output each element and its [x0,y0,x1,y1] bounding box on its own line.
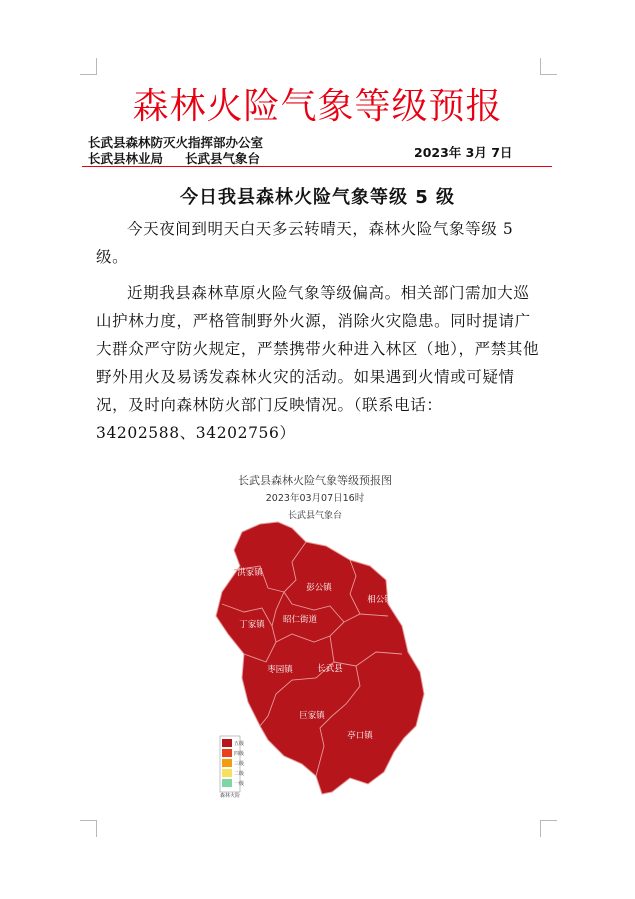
document-title: 森林火险气象等级预报 [132,86,503,127]
town-label: 相公镇 [367,595,393,605]
legend-label: 四级 [234,751,245,757]
legend-swatch-level-4 [222,749,232,757]
issuer-line-2 [88,149,260,167]
town-label: 昭仁街道 [282,615,318,625]
paragraph-forecast: 今天夜间到明天白天多云转晴天，森林火险气象等级 5 级。 [96,220,514,266]
issuer-line-1: 长武县森林防灭火指挥部办公室 [88,135,264,150]
fire-risk-map [180,466,450,806]
issue-date: 2023年 3月 7日 [414,145,513,160]
legend-label: 二级 [234,771,245,777]
town-label: 彭公镇 [306,583,332,593]
county-map [180,466,450,806]
headline: 今日我县森林火险气象等级 5 级 [179,187,456,208]
map-office: 长武县气象台 [287,511,342,521]
crop-mark-bottom-right [540,820,557,837]
town-label: 亭口镇 [347,731,373,741]
legend-swatch-level-1 [222,779,232,787]
legend-swatch-level-3 [222,759,232,767]
legend-label: 五级 [234,741,245,747]
legend-swatch-level-2 [222,769,232,777]
map-legend [220,736,244,799]
map-time: 2023年03月07日16时 [265,493,365,504]
legend-label: 一级 [234,781,245,787]
crop-mark-top-left [80,58,97,75]
town-label: 丁家镇 [239,620,265,630]
crop-mark-bottom-left [80,820,97,837]
county-outline [216,522,424,794]
issuer-meteorological-station: 长武县气象台 [185,151,261,166]
map-title: 长武县森林火险气象等级预报图 [238,474,392,487]
town-label: 巨家镇 [299,711,325,721]
legend-label: 三级 [234,761,245,767]
town-label: 长武县 [317,664,343,674]
crop-mark-top-right [540,58,557,75]
header-divider [82,166,552,167]
town-label: 枣园镇 [267,665,293,675]
paragraph-advice: 近期我县森林草原火险气象等级偏高。相关部门需加大巡山护林力度，严格管制野外火源，消除火灾隐患。同时提请广大群众严守防火规定，严禁携带火种进入林区（地），严禁其他野外用火及易诱发森林火灾的活动。如果遇到火情或可疑情况，及时向森林防火部门反映情况。（联系电话：34202588、34202756） [96,284,540,442]
legend-title: 森林火险 [219,793,241,799]
issuer-forestry-bureau: 长武县林业局 [88,151,164,166]
town-label: 洪家镇 [237,568,263,578]
legend-swatch-level-5 [222,739,232,747]
